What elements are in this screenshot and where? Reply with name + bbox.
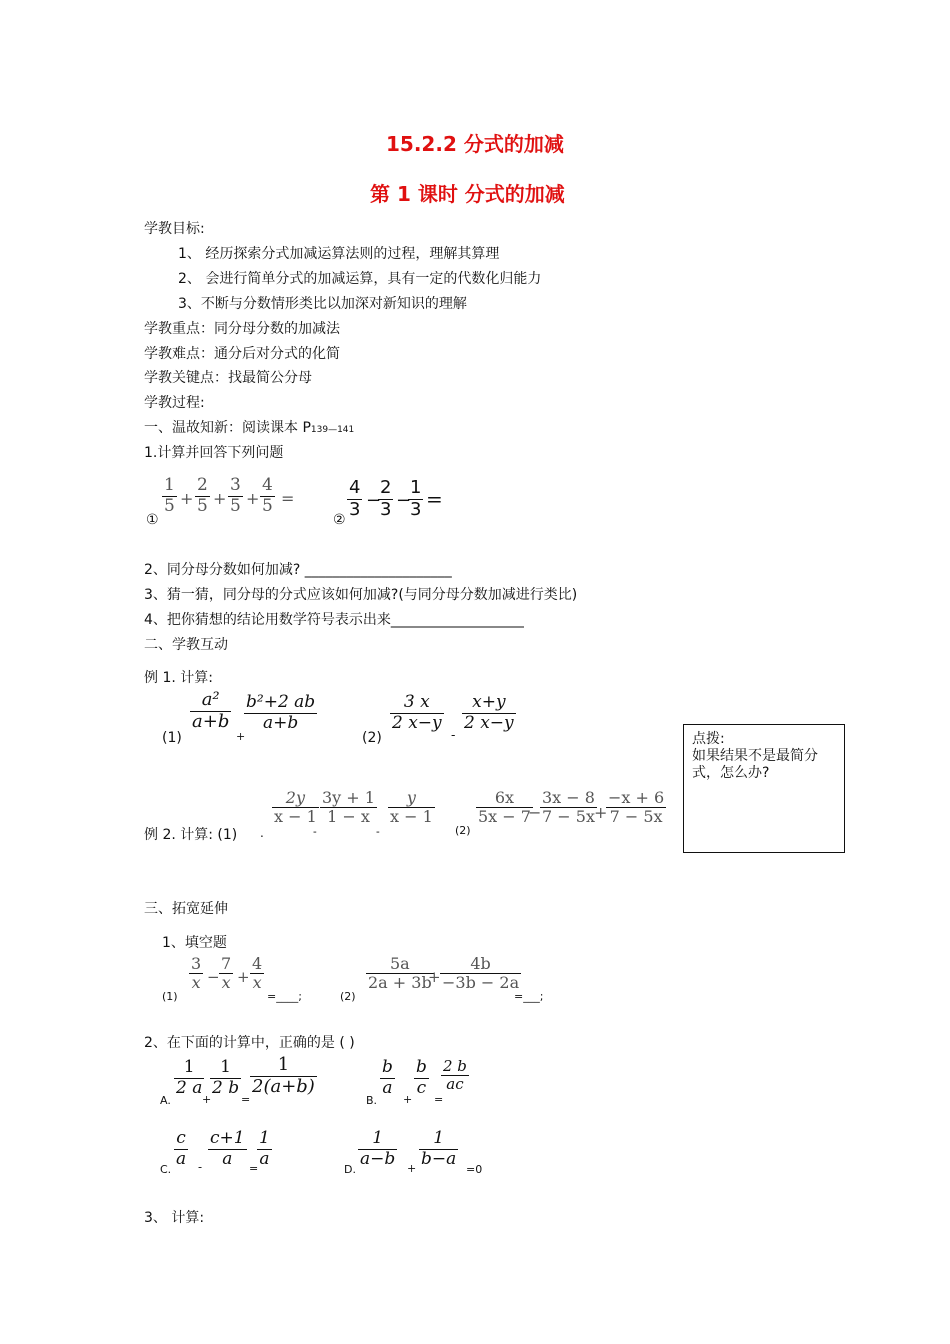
plus-op: +	[594, 803, 608, 822]
plus-op: +	[180, 489, 194, 508]
fraction: $\frac{4}{5}$	[262, 475, 273, 516]
section3-q2: 2、在下面的计算中，正确的是 ( )	[144, 1035, 355, 1051]
equals-op: =	[241, 1093, 251, 1106]
example1-label: 例 1. 计算:	[144, 670, 213, 686]
fraction: $\frac{b}{c}$	[416, 1057, 427, 1098]
page-subtitle: 第 1 课时 分式的加减	[370, 182, 565, 206]
example2-label: 例 2. 计算: (1)	[144, 827, 238, 843]
fraction: $\frac{1}{a-b}$	[360, 1128, 396, 1169]
fraction: $\frac{\text{b²+2 ab}}{a+b}$	[246, 692, 316, 733]
fraction: $\frac{1}{2(a+b)}$	[252, 1054, 315, 1097]
ex1-part1-label: (1)	[162, 730, 182, 746]
hint-box	[683, 724, 845, 853]
section3-q3: 3、 计算:	[144, 1210, 205, 1226]
process-label: 学教过程:	[144, 395, 205, 411]
fraction: $\frac{3x - 8}{7 - 5x}$	[542, 788, 595, 827]
fraction: $\frac{c+1}{a}$	[210, 1128, 245, 1169]
section1-q4: 4、把你猜想的结论用数学符号表示出来___________________	[144, 612, 524, 628]
fraction: $\frac{-x + 6}{7 - 5x}$	[608, 788, 665, 827]
hint-title: 点拨:	[692, 731, 725, 747]
option-d-tail: =0	[466, 1163, 483, 1176]
option-d-label: D.	[344, 1163, 356, 1176]
minus-op: -	[451, 728, 456, 743]
q1-part2-label: (2)	[340, 990, 356, 1003]
fraction: $\frac{3}{5}$	[230, 475, 241, 516]
section3-q1: 1、填空题	[162, 935, 227, 951]
circle-label-2: ②	[333, 512, 346, 528]
section1-q2: 2、同分母分数如何加减? _____________________	[144, 562, 452, 578]
option-a-label: A.	[160, 1094, 171, 1107]
fraction: $\frac{6x}{5x - 7}$	[478, 788, 531, 827]
page-title: 15.2.2 分式的加减	[386, 132, 564, 156]
hint-body-line-2: 式，怎么办?	[692, 765, 770, 781]
section1-heading-pages: 139—141	[310, 425, 355, 435]
equals-op: =	[434, 1093, 444, 1106]
goals-label: 学教目标:	[144, 221, 205, 237]
plus-op: +	[403, 1093, 413, 1106]
fraction: $\frac{4}{x}$	[252, 954, 263, 993]
plus-op: +	[407, 1162, 417, 1175]
fraction: $\frac{3 x}{2 x-y}$	[392, 692, 442, 733]
section1-q1: 1.计算并回答下列问题	[144, 445, 284, 461]
minus-op: −	[396, 490, 412, 511]
q1-part1-label: (1)	[162, 990, 178, 1003]
minus-op: -	[198, 1160, 203, 1174]
equals-op: =	[249, 1162, 259, 1175]
fraction: $\frac{2}{5}$	[197, 475, 208, 516]
fraction: $\frac{3}{x}$	[191, 954, 202, 993]
minus-op: −	[366, 490, 382, 511]
fraction: $\frac{1}{2 a}$	[176, 1057, 203, 1098]
period-mark: .	[260, 826, 264, 840]
fraction: $\frac{x+y}{2 x-y}$	[464, 692, 514, 733]
circle-label-1: ①	[146, 512, 159, 528]
fraction: $\frac{1}{5}$	[164, 475, 175, 516]
minus-op: −	[528, 803, 542, 822]
equals-op: =	[281, 489, 295, 508]
fraction: $\frac{2}{3}$	[380, 477, 392, 520]
ex1-part2-label: (2)	[362, 730, 382, 746]
fraction: $\frac{5a}{2a + 3b}$	[368, 954, 432, 993]
fraction: $\frac{1}{2 b}$	[212, 1057, 240, 1098]
fraction: $\frac{2 b}{ac}$	[443, 1057, 467, 1094]
plus-op: +	[202, 1093, 212, 1106]
goal-item-1: 1、 经历探索分式加减运算法则的过程，理解其算理	[178, 246, 500, 262]
equals-op: =	[426, 487, 443, 511]
fraction: $\frac{1}{b-a}$	[421, 1128, 457, 1169]
fraction: $\frac{1}{3}$	[410, 477, 422, 520]
option-c-label: C.	[160, 1163, 172, 1176]
section2-heading: 二、学教互动	[144, 637, 228, 653]
plus-op: +	[213, 489, 227, 508]
plus-op: +	[236, 730, 246, 743]
fraction: $\frac{\text{a²}}{a+b}$	[192, 689, 230, 732]
fraction: $\frac{1}{a}$	[259, 1128, 270, 1169]
minus-op: -	[313, 825, 317, 838]
ex2-part2-label: (2)	[455, 824, 471, 837]
key-points: 学教重点：同分母分数的加减法	[144, 321, 340, 337]
fraction: $\frac{7}{x}$	[221, 954, 232, 993]
section1-heading-text: 一、温故知新：阅读课本 P	[144, 420, 311, 436]
fraction: $\frac{4b}{-3b - 2a}$	[442, 954, 520, 993]
fraction: $\frac{c}{a}$	[176, 1128, 187, 1169]
minus-op: -	[376, 825, 380, 838]
section1-heading	[144, 417, 354, 437]
section1-q3: 3、猜一猜，同分母的分式应该如何加减?(与同分母分数加减进行类比)	[144, 587, 578, 603]
section3-heading: 三、拓宽延伸	[144, 901, 228, 917]
fraction: $\frac{b}{a}$	[382, 1057, 393, 1098]
plus-op: +	[246, 489, 260, 508]
hint-body-line-1: 如果结果不是最简分	[692, 748, 818, 764]
plus-op: +	[237, 968, 250, 986]
q1-part1-answer-blank: =____;	[267, 990, 302, 1003]
fraction: $\frac{4}{3}$	[349, 477, 361, 520]
fraction: $\frac{3y + 1}{1 - x}$	[322, 788, 375, 827]
goal-item-2: 2、 会进行简单分式的加减运算，具有一定的代数化归能力	[178, 271, 542, 287]
fraction: $\frac{2y}{x - 1}$	[274, 788, 317, 827]
minus-op: −	[207, 968, 220, 986]
goal-item-3: 3、不断与分数情形类比以加深对新知识的理解	[178, 296, 467, 312]
q1-part2-answer-blank: =___;	[514, 990, 544, 1003]
difficult-points: 学教难点：通分后对分式的化简	[144, 346, 340, 362]
crucial-points: 学教关键点：找最简公分母	[144, 370, 312, 386]
plus-op: +	[428, 968, 441, 986]
fraction: $\frac{y}{x - 1}$	[390, 788, 433, 827]
option-b-label: B.	[366, 1094, 378, 1107]
